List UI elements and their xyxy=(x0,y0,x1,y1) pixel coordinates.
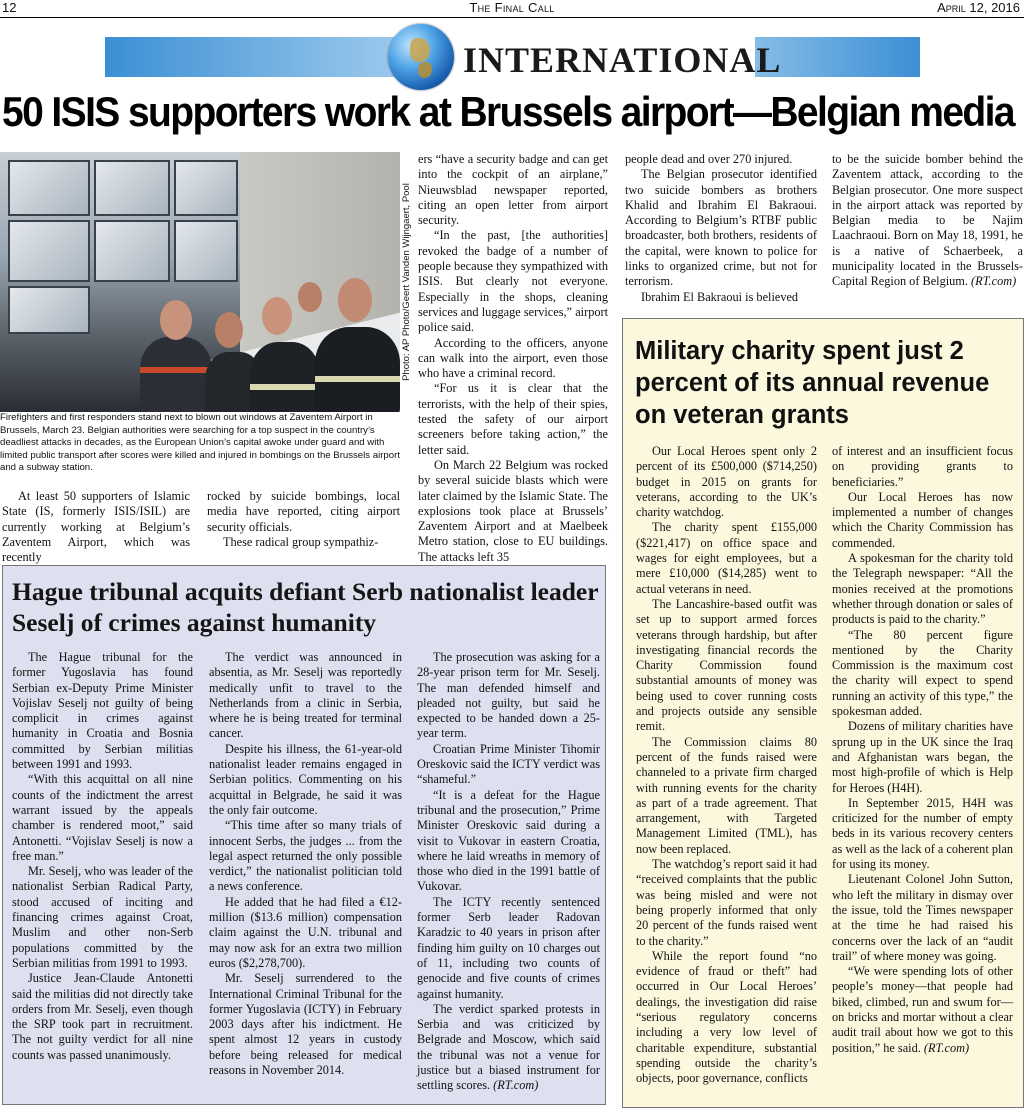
paragraph: Despite his illness, the 61-year-old nationalist leader remains engaged in Serbian politics. Commenting on his acquittal in Belgrade, he said it was the only fair outcome. xyxy=(209,741,402,817)
paragraph: Our Local Heroes spent only 2 percent of its £500,000 ($714,250) budget in 2015 on grants for veterans, according to the UK’s charity watchdog. xyxy=(636,444,817,520)
section-title: INTERNATIONAL xyxy=(463,40,782,80)
paragraph: “For us it is clear that the terrorists, with the help of their spies, tested the safety of our airport screeners before taking action,” the letter said. xyxy=(418,381,608,457)
paragraph: “The 80 percent figure mentioned by the Charity Commission is the maximum cost the charity will expect to spend running an activity of this type,” the spokesman added. xyxy=(832,627,1013,719)
publication-name: The Final Call xyxy=(469,0,555,15)
running-header xyxy=(0,0,1024,18)
source-credit: (RT.com) xyxy=(923,1040,970,1055)
paragraph: Ibrahim El Bakraoui is believed xyxy=(641,289,799,304)
military-column-1 xyxy=(636,444,817,1086)
paragraph: “We were spending lots of other people’s money—that people had biked, climbed, run and swum for—on bricks and mortar without a clear audit trail about how we got to this position,” he said. xyxy=(832,964,1013,1055)
paragraph: The verdict was announced in absentia, as Mr. Seselj was reportedly medically unfit to travel to the Netherlands from a clinic in Serbia, where he is being treated for terminal cancer. xyxy=(209,650,402,741)
paragraph: of interest and an insufficient focus on providing grants to beneficiaries.” xyxy=(832,444,1013,489)
paragraph: In September 2015, H4H was criticized for the number of empty beds in its various recovery centers as well as the lack of a coherent plan for using its money. xyxy=(832,795,1013,872)
main-story-column-5 xyxy=(832,152,1023,290)
paragraph: Justice Jean-Claude Antonetti said the militias did not directly take orders from Mr. Seselj, even though the SRP took part in recruitment. The not guilty verdict for all nine counts was passed unanimously. xyxy=(12,971,193,1062)
paragraph: At least 50 supporters of Islamic State (IS, formerly ISIS/ISIL) are currently working at Belgium’s Zaventem Airport, which was recently xyxy=(2,489,190,565)
paragraph: “With this acquittal on all nine counts of the indictment the arrest warrant issued by the appeals chamber is rendered moot,” said Antonetti. “Vojislav Seselj is now a free man.” xyxy=(12,772,193,863)
news-photo xyxy=(0,152,400,412)
paragraph: “This time after so many trials of innocent Serbs, the judges ... from the legal aspect returned the only possible verdict,” the nationalist politician told a news conference. xyxy=(209,818,402,894)
photo-caption: Firefighters and first responders stand next to blown out windows at Zaventem Airport in Brussels, March 23. Belgian authorities were searching for a top suspect in the country’s deadliest attacks in decades, as the European Union’s capital awoke under guard and with limited public transport after scores were killed and injured in bombings on the Brussels airport and a subway station. xyxy=(0,412,400,473)
paragraph: He added that he had filed a €12-million ($13.6 million) compensation claim against the U.N. tribunal and may now ask for an extra two million euros ($2,278,700). xyxy=(209,894,402,970)
main-story-column-3 xyxy=(418,152,608,565)
paragraph: The verdict sparked protests in Serbia and was criticized by Belgrade and Moscow, which said the tribunal was not a venue for justice but a biased instrument for settling scores. xyxy=(417,1001,600,1093)
paragraph: The charity spent £155,000 ($221,417) on office space and wages for eight employees, but a mere £10,000 ($14,285) went to actual veterans in need. xyxy=(636,520,817,596)
hague-headline: Hague tribunal acquits defiant Serb nationalist leader Seselj of crimes against humanity xyxy=(12,577,599,637)
paragraph: The Belgian prosecutor identified two suicide bombers as brothers Khalid and Ibrahim El Bakraoui. According to Belgium’s RTBF public broadcaster, both brothers, residents of the capital, were known to police for links to organized crime, but not for terrorism. xyxy=(625,167,817,289)
paragraph: “It is a defeat for the Hague tribunal and the prosecution,” Prime Minister Oreskovic said during a visit to Vukovar in eastern Croatia, where he laid wreaths in memory of those who died in the 1991 battle of Vukovar. xyxy=(417,787,600,894)
paragraph: “In the past, [the authorities] revoked the badge of a number of people because they sympathized with ISIS. But clearly not everyone. Especially in the shops, cleaning services and luggage services,” airport police said. xyxy=(418,228,608,335)
paragraph: Dozens of military charities have sprung up in the UK since the Iraq and Afghanistan wars began, the most high-profile of which is Help for Heroes (H4H). xyxy=(832,719,1013,795)
paragraph: ers “have a security badge and can get into the cockpit of an airplane,” Nieuwsblad newspaper reported, citing an open letter from airport security. xyxy=(418,152,608,228)
paragraph: On March 22 Belgium was rocked by several suicide blasts which were later claimed by the Islamic State. The explosions took place at Brussels’ Zaventem Airport and at Maelbeek Metro station, close to EU buildings. The attacks left 35 xyxy=(418,457,608,564)
issue-date: April 12, 2016 xyxy=(937,0,1020,15)
main-story-column-1 xyxy=(2,489,190,565)
page-number: 12 xyxy=(2,0,17,15)
main-headline: 50 ISIS supporters work at Brussels airport—Belgian media xyxy=(2,89,1014,136)
photo-credit: Photo: AP Photo/Geert Vanden Wijngaert, Pool xyxy=(401,183,412,381)
paragraph: The watchdog’s report said it had “received complaints that the public was being misled and were not being properly informed that only 20 percent of the funds raised went to the charity.” xyxy=(636,857,817,948)
hague-column-2 xyxy=(209,650,402,1078)
globe-icon xyxy=(388,24,454,90)
paragraph: The Hague tribunal for the former Yugoslavia has found Serbian ex-Deputy Prime Minister Vojislav Seselj not guilty of being complicit in crimes against humanity in Croatia and Bosnia committed by Serbian militias between 1991 and 1993. xyxy=(12,650,193,772)
source-credit: (RT.com) xyxy=(971,274,1017,289)
hague-column-3 xyxy=(417,650,600,1094)
paragraph: These radical group sympathiz- xyxy=(223,534,379,549)
paragraph: The prosecution was asking for a 28-year prison term for Mr. Seselj. The man defended himself and pleaded not guilty, but said he expected to be handed down a 25-year term. xyxy=(417,650,600,741)
source-credit: (RT.com) xyxy=(493,1078,539,1093)
paragraph: people dead and over 270 injured. xyxy=(625,152,793,166)
main-story-column-4 xyxy=(625,152,817,305)
paragraph: The Commission claims 80 percent of the funds raised were channeled to a private firm charged with running events for the charity as part of a trade agreement. That arrangement, with Targeted Management Limited (TML), has now been replaced. xyxy=(636,734,817,856)
paragraph: Our Local Heroes has now implemented a number of changes which the Charity Commission has commended. xyxy=(832,489,1013,550)
paragraph: rocked by suicide bombings, local media have reported, citing airport security officials. xyxy=(207,489,400,534)
paragraph: Mr. Seselj, who was leader of the nationalist Serbian Radical Party, stood accused of inciting and financing crimes against Croat, Muslim and other non-Serb populations committed by the Serbian militias from 1991 to 1993. xyxy=(12,864,193,970)
paragraph: to be the suicide bomber behind the Zaventem attack, according to the Belgian prosecutor. One more suspect in the airport attack was reported by Belgian media to be Najim Laachraoui. Born on May 18, 1991, he is a native of Schaerbeek, a municipality located in the Brussels-Capital Region of Belgium. xyxy=(832,152,1023,289)
paragraph: According to the officers, anyone can walk into the airport, even those who have a criminal record. xyxy=(418,335,608,381)
paragraph: Croatian Prime Minister Tihomir Oreskovic said the ICTY verdict was “shameful.” xyxy=(417,741,600,787)
paragraph: Mr. Seselj surrendered to the International Criminal Tribunal for the former Yugoslavia (ICTY) in February 2003 days after his indictment. He spent almost 12 years in custody before being released for medical reasons in November 2014. xyxy=(209,971,402,1078)
main-story-column-2 xyxy=(207,489,400,550)
paragraph: Lieutenant Colonel John Sutton, who left the military in dismay over the issue, told the Times newspaper at the time he had raised his concerns over the lack of an “audit trail” of where money was going. xyxy=(832,872,1013,963)
military-headline: Military charity spent just 2 percent of its annual revenue on veteran grants xyxy=(635,337,990,429)
paragraph: A spokesman for the charity told the Telegraph newspaper: “All the monies received at the promotions whether through donation or sales of products is paid to the charity.” xyxy=(832,551,1013,627)
paragraph: While the report found “no evidence of fraud or theft” had occurred in Our Local Heroes’ dealings, the investigation did raise “serious regulatory concerns including a very low level of charitable expenditure, substantial spending outside the charity’s objects, poor governance, conflicts xyxy=(636,948,817,1086)
military-column-2 xyxy=(832,444,1013,1056)
hague-column-1 xyxy=(12,650,193,1063)
paragraph: The ICTY recently sentenced former Serb leader Radovan Karadzic to 40 years in prison after finding him guilty on 10 charges out of 11, including two counts of genocide and five counts of crimes against humanity. xyxy=(417,894,600,1001)
paragraph: The Lancashire-based outfit was set up to support armed forces veterans through hardship, but after investigating financial records the Charity Commission found substantial amounts of money was being used to cover running costs and projects outside any sensible remit. xyxy=(636,596,817,734)
